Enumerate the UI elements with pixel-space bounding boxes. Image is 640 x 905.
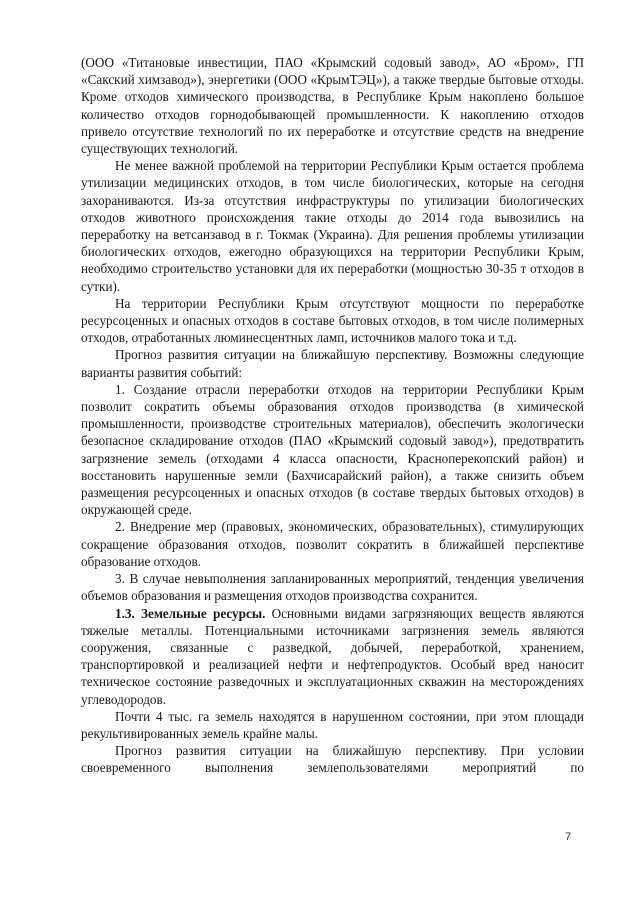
- paragraph-forecast-intro: Прогноз развития ситуации на ближайшую перспективу. Возможны следующие варианты развития событий:: [81, 347, 584, 380]
- paragraph-disturbed-lands: Почти 4 тыс. га земель находятся в нарушенном состоянии, при этом площади рекультивированных земель крайне малы.: [81, 708, 584, 741]
- paragraph-forecast-item-3: 3. В случае невыполнения запланированных мероприятий, тенденция увеличения объемов образования и размещения отходов производства сохранится.: [81, 571, 584, 604]
- page-number: 7: [565, 831, 572, 843]
- paragraph-waste-sources: (ООО «Титановые инвестиции, ПАО «Крымский содовый завод», АО «Бром», ГП «Сакский химзавод»), энергетики (ООО «КрымТЭЦ»), а также твердые бытовые отходы. Кроме отходов химического производства, в Республике Крым накоплено большое количество отходов горнодобывающей промышленности. К накоплению отходов привело отсутствие технологий по их переработке и отсутствие средств на внедрение существующих технологий.: [81, 55, 584, 157]
- paragraph-land-forecast: Прогноз развития ситуации на ближайшую перспективу. При условии своевременного выполнения землепользователями мероприятий по: [81, 743, 584, 776]
- paragraph-medical-waste: Не менее важной проблемой на территории Республики Крым остается проблема утилизации медицинских отходов, в том числе биологических, которые на сегодня захораниваются. Из-за отсутствия инфраструктуры по утилизации биологических отходов животного происхождения такие отходы до 2014 года вывозились на переработку на ветсанзавод в г. Токмак (Украина). Для решения проблемы утилизации биологических отходов, ежегодно образующихся на территории Республики Крым, необходимо строительство установки для их переработки (мощностью 30-35 т отходов в сутки).: [81, 158, 584, 294]
- paragraph-land-resources: [81, 605, 584, 708]
- paragraph-forecast-item-1: 1. Создание отрасли переработки отходов на территории Республики Крым позволит сократить объемы образования отходов производства (в химической промышленности, производстве строительных материалов), обеспечить экологически безопасное складирование отходов (ПАО «Крымский содовый завод»), предотвратить загрязнение земель (отходами 4 класса опасности, Красноперекопский район) и восстановить нарушенные земли (Бахчисарайский район), а также снизить объем размещения ресурсоценных и опасных отходов (в составе твердых бытовых отходов) в окружающей среде.: [81, 381, 584, 518]
- section-heading-land-resources: 1.3. Земельные ресурсы.: [115, 605, 266, 621]
- paragraph-forecast-item-2: 2. Внедрение мер (правовых, экономических, образовательных), стимулирующих сокращение образования отходов, позволит сократить в ближайшей перспективе образование отходов.: [81, 519, 584, 569]
- land-resources-text: Основными видами загрязняющих веществ являются тяжелые металлы. Потенциальными источниками загрязнения земель являются сооружения, связанные с разведкой, добычей, переработкой, хранением, транспортировкой и реализацией нефти и нефтепродуктов. Особый вред наносит техническое состояние разведочных и эксплуатационных скважин на месторождениях углеводородов.: [81, 605, 584, 707]
- document-body: [81, 54, 584, 777]
- paragraph-recycling-capacity: На территории Республики Крым отсутствуют мощности по переработке ресурсоценных и опасных отходов в составе бытовых отходов, в том числе полимерных отходов, отработанных люминесцентных ламп, источников малого тока и т.д.: [81, 295, 584, 346]
